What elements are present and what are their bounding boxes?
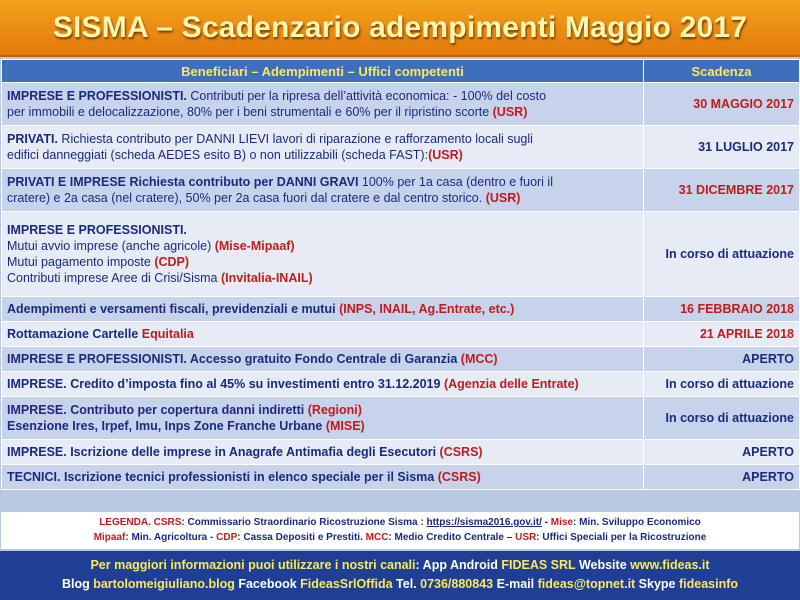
table-row [2, 126, 800, 169]
row-due-date: 21 APRILE 2018 [644, 322, 800, 347]
legend-segment: CDP [216, 532, 238, 543]
description-segment: IMPRESE E PROFESSIONISTI. [7, 89, 187, 103]
schedule-rows [2, 83, 800, 490]
row-due-date: APERTO [644, 440, 800, 465]
description-segment: IMPRESE. Iscrizione delle imprese in Anagrafe Antimafia degli Esecutori [7, 445, 440, 459]
table-header-row [2, 60, 800, 83]
description-segment: IMPRESE E PROFESSIONISTI. [7, 223, 187, 237]
row-due-date: 31 DICEMBRE 2017 [644, 169, 800, 212]
description-segment: (INPS, INAIL, Ag.Entrate, etc.) [339, 302, 515, 316]
row-due-date: In corso di attuazione [644, 212, 800, 297]
row-description [2, 212, 644, 297]
legend [1, 512, 799, 549]
table-row [2, 169, 800, 212]
table-row [2, 83, 800, 126]
legend-segment[interactable]: https://sisma2016.gov.it/ [426, 517, 542, 528]
description-line [7, 402, 638, 418]
page-title: SISMA – Scadenzario adempimenti Maggio 2017 [52, 10, 748, 44]
legend-line-2 [1, 530, 799, 545]
legend-line-1 [1, 515, 799, 530]
column-header-main: Beneficiari – Adempimenti – Uffici competenti [2, 60, 644, 83]
footer-segment: Website [575, 558, 631, 572]
description-line [7, 351, 638, 367]
description-line [7, 376, 638, 392]
legend-segment: Mipaaf [93, 532, 126, 543]
row-description [2, 126, 644, 169]
row-due-date: 31 LUGLIO 2017 [644, 126, 800, 169]
schedule-table [1, 59, 800, 490]
description-segment: cratere) e 2a casa (nel cratere), 50% per 2a casa fuori dal cratere e dal centro storico. [7, 191, 486, 205]
description-line [7, 104, 638, 120]
description-line [7, 301, 638, 317]
description-line [7, 254, 638, 270]
footer-segment: Facebook [234, 577, 301, 591]
description-segment: (Regioni) [307, 403, 362, 417]
description-segment: Mutui pagamento imposte [7, 255, 155, 269]
row-description [2, 347, 644, 372]
footer-segment: FideasSrlOffida [300, 577, 393, 591]
title-banner [0, 0, 800, 57]
description-segment: Adempimenti e versamenti fiscali, previdenziali e mutui [7, 302, 340, 316]
description-segment: PRIVATI. [7, 132, 58, 146]
description-line [7, 444, 638, 460]
footer-segment: Skype [635, 577, 679, 591]
description-segment: Equitalia [141, 327, 194, 341]
description-segment: (Agenzia delle Entrate) [443, 377, 579, 391]
description-segment: (Mise-Mipaaf) [214, 239, 295, 253]
legend-segment: : Cassa Depositi e Prestiti. [237, 532, 366, 543]
footer-segment: FIDEAS SRL [501, 558, 576, 572]
column-header-due: Scadenza [644, 60, 800, 83]
description-segment: (USR) [428, 148, 463, 162]
description-segment: Contributi imprese Aree di Crisi/Sisma [7, 271, 221, 285]
row-due-date: 30 MAGGIO 2017 [644, 83, 800, 126]
row-description [2, 440, 644, 465]
footer-segment: www.fideas.it [630, 558, 710, 572]
legend-segment: : Min. Sviluppo Economico [573, 517, 701, 528]
description-segment: edifici danneggiati (scheda AEDES esito B) o non utilizzabili (scheda FAST): [7, 148, 429, 162]
row-due-date: In corso di attuazione [644, 397, 800, 440]
description-segment: (USR) [492, 105, 528, 119]
table-row [2, 397, 800, 440]
description-segment: IMPRESE. Contributo per copertura danni indiretti [7, 403, 308, 417]
table-row [2, 322, 800, 347]
legend-segment: MCC [365, 532, 389, 543]
table-row [2, 297, 800, 322]
description-segment: TECNICI. Iscrizione tecnici professionisti in elenco speciale per il Sisma [7, 470, 438, 484]
description-line [7, 190, 638, 206]
footer-segment: fideas@topnet.it [537, 577, 636, 591]
description-line [7, 238, 638, 254]
legend-segment: : Uffici Speciali per la Ricostruzione [536, 532, 707, 543]
footer-segment: : App Android [415, 558, 502, 572]
table-row [2, 372, 800, 397]
description-segment: (CSRS) [439, 445, 483, 459]
table-row [2, 465, 800, 490]
description-segment: IMPRESE. Credito d’imposta fino al 45% su investimenti entro 31.12.2019 [7, 377, 444, 391]
description-segment: Esenzione Ires, Irpef, Imu, Inps Zone Franche Urbane [7, 419, 326, 433]
description-line [7, 131, 638, 147]
legend-segment: Mise [550, 517, 574, 528]
footer-segment: E-mail [493, 577, 538, 591]
description-segment: (Invitalia-INAIL) [220, 271, 313, 285]
description-segment: (CDP) [154, 255, 190, 269]
legend-segment: : Min. Agricoltura - [125, 532, 217, 543]
row-description [2, 83, 644, 126]
description-segment: PRIVATI E IMPRESE Richiesta contributo per DANNI GRAVI [7, 175, 362, 189]
description-line [7, 469, 638, 485]
footer-segment: fideasinfo [678, 577, 739, 591]
footer-segment: bartolomeigiuliano.blog [93, 577, 235, 591]
row-due-date: APERTO [644, 347, 800, 372]
legend-segment: : Commissario Straordinario Ricostruzione Sisma : [181, 517, 427, 528]
description-segment: Richiesta contributo per DANNI LIEVI lavori di riparazione e rafforzamento locali sugli [57, 132, 533, 146]
footer-line-1 [0, 556, 800, 575]
description-segment: per immobili e delocalizzazione, 80% per i beni strumentali e 60% per il ripristino scorte [7, 105, 493, 119]
table-row [2, 440, 800, 465]
legend-segment: USR [515, 532, 537, 543]
description-segment: (USR) [485, 191, 521, 205]
row-description [2, 372, 644, 397]
footer-segment: Per maggiori informazioni puoi utilizzare i nostri canali [90, 558, 416, 572]
footer-line-2 [0, 575, 800, 594]
row-description [2, 397, 644, 440]
table-row [2, 347, 800, 372]
contact-footer [0, 551, 800, 600]
legend-segment: : Medio Credito Centrale – [388, 532, 516, 543]
footer-segment: Blog [61, 577, 94, 591]
row-description [2, 297, 644, 322]
description-line [7, 270, 638, 286]
table-row [2, 212, 800, 297]
description-line [7, 88, 638, 104]
row-description [2, 169, 644, 212]
footer-segment: 0736/880843 [420, 577, 494, 591]
row-due-date: APERTO [644, 465, 800, 490]
description-line [7, 174, 638, 190]
description-line [7, 222, 638, 238]
footer-segment: Tel. [392, 577, 421, 591]
description-segment: (MISE) [325, 419, 365, 433]
description-segment: Mutui avvio imprese (anche agricole) [7, 239, 215, 253]
description-segment: (MCC) [460, 352, 498, 366]
description-line [7, 147, 638, 163]
description-segment: 100% per 1a casa (dentro e fuori il [361, 175, 553, 189]
description-segment: IMPRESE E PROFESSIONISTI. Accesso gratuito Fondo Centrale di Garanzia [7, 352, 461, 366]
row-due-date: 16 FEBBRAIO 2018 [644, 297, 800, 322]
description-line [7, 418, 638, 434]
row-description [2, 322, 644, 347]
legend-segment: LEGENDA. CSRS [99, 517, 182, 528]
row-description [2, 465, 644, 490]
description-line [7, 326, 638, 342]
row-due-date: In corso di attuazione [644, 372, 800, 397]
description-segment: Rottamazione Cartelle [7, 327, 142, 341]
description-segment: (CSRS) [437, 470, 481, 484]
description-segment: Contributi per la ripresa dell’attività economica: - 100% del costo [186, 89, 547, 103]
legend-segment: - [541, 517, 551, 528]
